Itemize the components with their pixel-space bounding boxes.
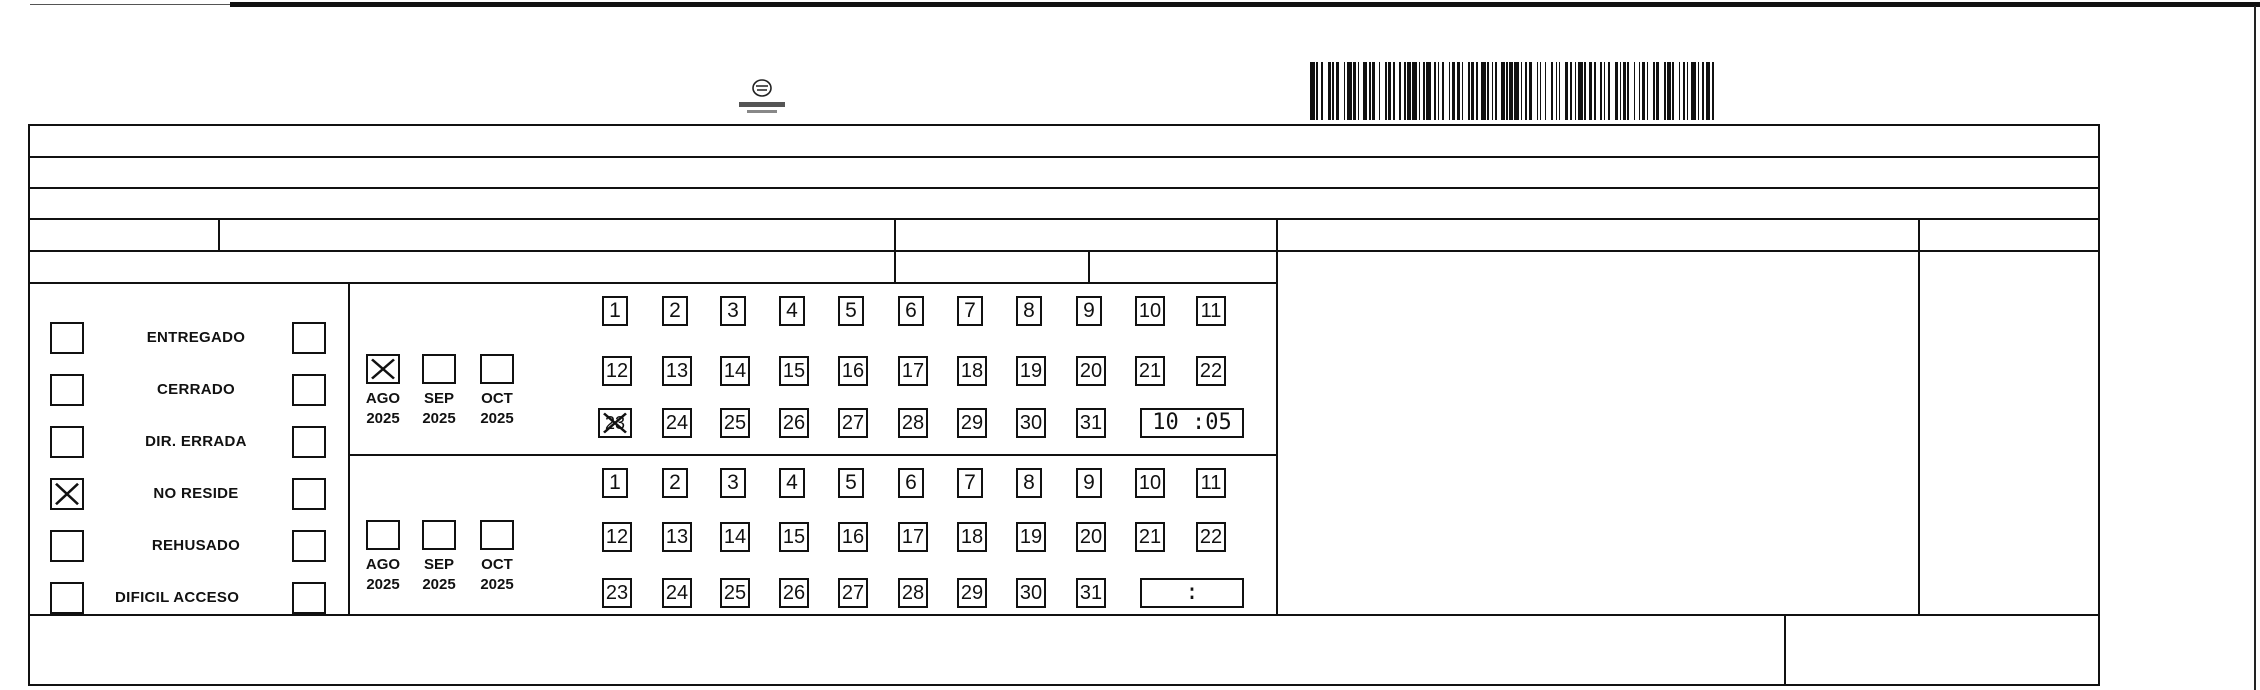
visit2-day-5[interactable]: 5 [838,468,864,498]
status-v2-checkbox[interactable] [292,426,326,458]
visit2-day-25[interactable]: 25 [720,578,750,608]
visit2-day-14[interactable]: 14 [720,522,750,552]
visit2-day-29[interactable]: 29 [957,578,987,608]
visit1-day-9[interactable]: 9 [1076,296,1102,326]
visit2-day-4[interactable]: 4 [779,468,805,498]
visit1-time-field[interactable]: 10 :05 [1140,408,1244,438]
status-v2-checkbox[interactable] [292,322,326,354]
visit1-day-5[interactable]: 5 [838,296,864,326]
visit2-day-28[interactable]: 28 [898,578,928,608]
visit1-day-19[interactable]: 19 [1016,356,1046,386]
rule [28,684,2100,686]
visit2-day-13[interactable]: 13 [662,522,692,552]
visit1-year-label: 2025 [366,410,400,427]
visit2-day-26[interactable]: 26 [779,578,809,608]
rule [28,187,2100,189]
rule [1918,218,1920,615]
visit1-day-8[interactable]: 8 [1016,296,1042,326]
visit1-day-text: 23 [604,413,626,433]
rule [28,124,2100,126]
rule [1088,250,1090,282]
status-v1-checkbox[interactable] [50,478,84,510]
status-v1-checkbox[interactable] [50,322,84,354]
visit2-day-17[interactable]: 17 [898,522,928,552]
visit2-day-20[interactable]: 20 [1076,522,1106,552]
status-label: REHUSADO [151,537,241,554]
visit1-day-14[interactable]: 14 [720,356,750,386]
visit2-day-27[interactable]: 27 [838,578,868,608]
visit1-day-11[interactable]: 11 [1196,296,1226,326]
visit2-day-31[interactable]: 31 [1076,578,1106,608]
status-v2-checkbox[interactable] [292,478,326,510]
rule [28,614,2100,616]
status-v1-checkbox[interactable] [50,374,84,406]
visit1-day-16[interactable]: 16 [838,356,868,386]
status-v1-checkbox[interactable] [50,582,84,614]
visit2-day-3[interactable]: 3 [720,468,746,498]
visit1-day-21[interactable]: 21 [1135,356,1165,386]
visit1-day-26[interactable]: 26 [779,408,809,438]
status-v2-checkbox[interactable] [292,582,326,614]
visit1-year-label: 2025 [480,410,514,427]
visit2-day-16[interactable]: 16 [838,522,868,552]
visit2-month-checkbox[interactable] [366,520,400,550]
visit1-month-label: AGO [365,390,401,407]
visit2-day-12[interactable]: 12 [602,522,632,552]
visit2-month-label: AGO [365,556,401,573]
visit1-day-22[interactable]: 22 [1196,356,1226,386]
visit2-month-checkbox[interactable] [480,520,514,550]
rule [28,124,30,686]
visit2-day-24[interactable]: 24 [662,578,692,608]
status-label: DIR. ERRADA [145,433,247,450]
visit1-day-6[interactable]: 6 [898,296,924,326]
visit2-time-field[interactable]: : [1140,578,1244,608]
visit1-day-25[interactable]: 25 [720,408,750,438]
rule [894,218,896,282]
visit1-day-3[interactable]: 3 [720,296,746,326]
barcode [1310,62,1950,120]
visit2-month-checkbox[interactable] [422,520,456,550]
status-label: CERRADO [157,381,235,398]
rule [218,218,220,251]
visit2-year-label: 2025 [480,576,514,593]
visit2-day-7[interactable]: 7 [957,468,983,498]
visit2-day-6[interactable]: 6 [898,468,924,498]
visit1-year-label: 2025 [422,410,456,427]
rule [1784,614,1786,685]
visit2-day-10[interactable]: 10 [1135,468,1165,498]
visit2-year-label: 2025 [366,576,400,593]
visit2-day-30[interactable]: 30 [1016,578,1046,608]
top-border [0,0,2260,8]
visit1-day-15[interactable]: 15 [779,356,809,386]
visit2-month-label: SEP [423,556,454,573]
documento-field [228,222,240,248]
visit2-day-21[interactable]: 21 [1135,522,1165,552]
rule [348,282,350,615]
rule [28,282,1278,284]
visit1-month-checkbox[interactable] [422,354,456,384]
visit2-day-22[interactable]: 22 [1196,522,1226,552]
rule [28,250,1278,252]
visit2-day-23[interactable]: 23 [602,578,632,608]
visit1-month-checkbox[interactable] [480,354,514,384]
visit1-day-27[interactable]: 27 [838,408,868,438]
rule [348,454,1277,456]
visit1-day-30[interactable]: 30 [1016,408,1046,438]
rule [28,218,2100,220]
visit2-day-18[interactable]: 18 [957,522,987,552]
rule [1276,218,1278,615]
visit1-day-7[interactable]: 7 [957,296,983,326]
visit2-day-19[interactable]: 19 [1016,522,1046,552]
certipostal-logo-icon [733,72,791,118]
visit1-day-12[interactable]: 12 [602,356,632,386]
visit1-day-1[interactable]: 1 [602,296,628,326]
rule [28,156,2100,158]
status-v2-checkbox[interactable] [292,530,326,562]
visit2-month-label: OCT [481,556,513,573]
visit2-day-15[interactable]: 15 [779,522,809,552]
visit1-day-20[interactable]: 20 [1076,356,1106,386]
status-label: DIFICIL ACCESO [115,589,240,606]
status-v2-checkbox[interactable] [292,374,326,406]
status-v1-checkbox[interactable] [50,426,84,458]
visit1-day-24[interactable]: 24 [662,408,692,438]
visit1-day-29[interactable]: 29 [957,408,987,438]
rule [1277,250,2099,252]
status-label: ENTREGADO [146,329,246,346]
visit1-day-28[interactable]: 28 [898,408,928,438]
visit1-month-label: OCT [481,390,513,407]
visit1-month-label: SEP [423,390,454,407]
visit2-day-8[interactable]: 8 [1016,468,1042,498]
visit2-year-label: 2025 [422,576,456,593]
status-v1-checkbox[interactable] [50,530,84,562]
visit1-day-31[interactable]: 31 [1076,408,1106,438]
visit1-day-13[interactable]: 13 [662,356,692,386]
visit1-month-checkbox[interactable] [366,354,400,384]
visit2-day-9[interactable]: 9 [1076,468,1102,498]
rule [2098,124,2100,686]
visit1-day-18[interactable]: 18 [957,356,987,386]
visit2-day-2[interactable]: 2 [662,468,688,498]
visit1-day-4[interactable]: 4 [779,296,805,326]
visit1-day-17[interactable]: 17 [898,356,928,386]
visit2-day-1[interactable]: 1 [602,468,628,498]
right-border [2254,6,2256,690]
visit1-day-10[interactable]: 10 [1135,296,1165,326]
visit1-day-2[interactable]: 2 [662,296,688,326]
admision-field [900,222,908,248]
status-label: NO RESIDE [153,485,239,502]
visit2-day-11[interactable]: 11 [1196,468,1226,498]
visit1-day-23[interactable] [598,408,632,438]
